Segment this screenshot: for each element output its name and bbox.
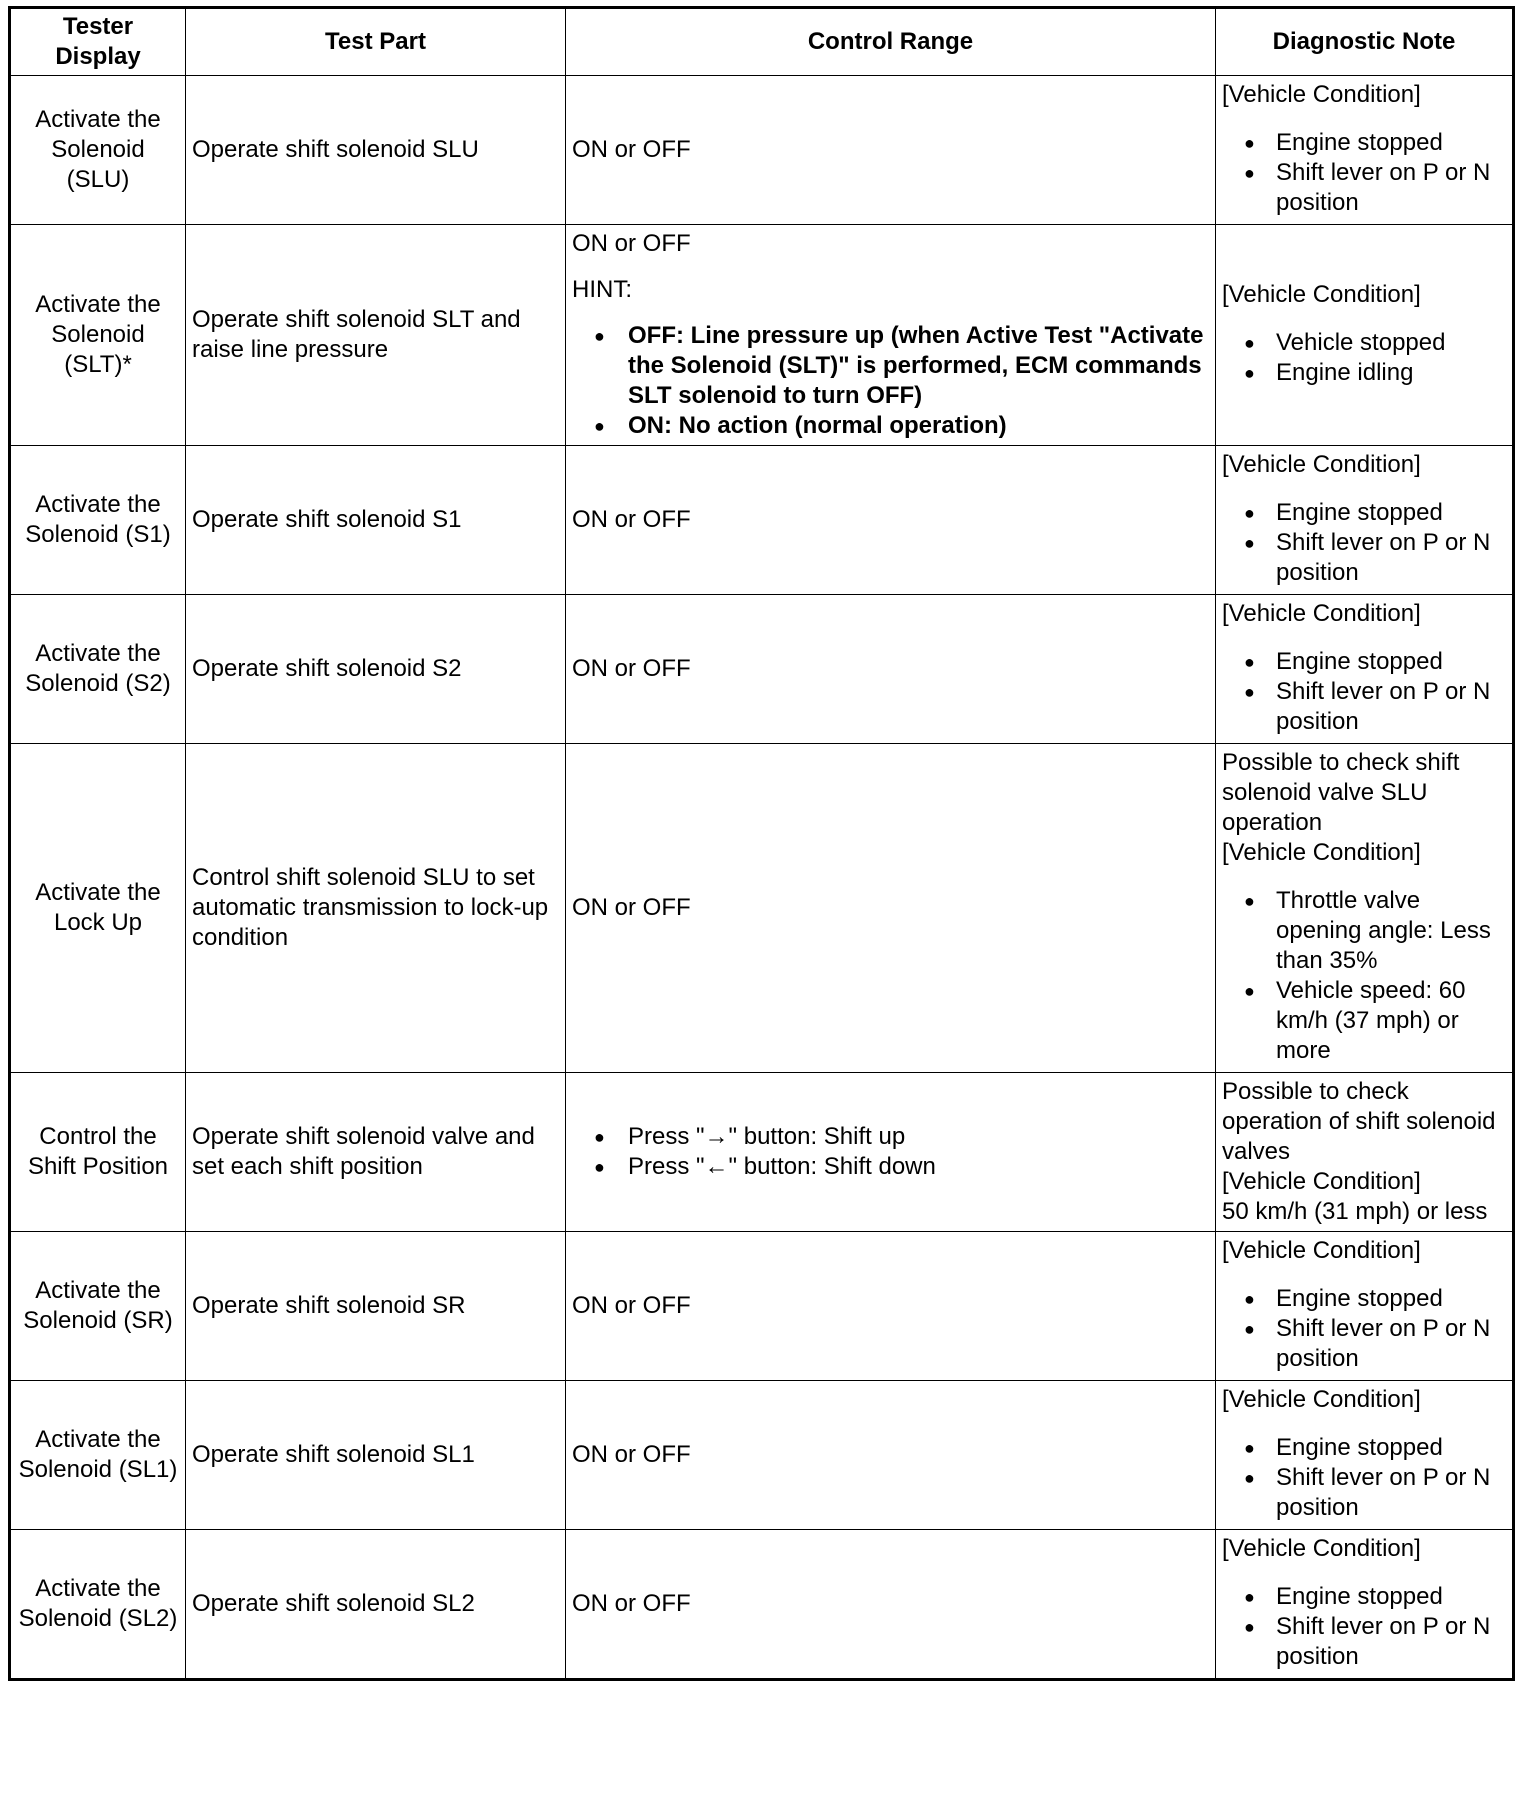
active-test-sheet [8,6,1515,1681]
range-text: ON or OFF [572,894,691,921]
table-body [10,76,1514,1680]
vehicle-condition-label: [Vehicle Condition] [1222,281,1421,308]
note-bullet-list [1222,886,1506,1066]
test-part-cell: Operate shift solenoid SLT and raise line pressure [186,225,566,446]
table-row [10,446,1514,595]
range-text: ON or OFF [572,1590,691,1617]
test-part-cell: Operate shift solenoid S1 [186,446,566,595]
test-part-cell: Operate shift solenoid S2 [186,595,566,744]
control-range-cell [566,225,1216,446]
note-bullet-list [1222,128,1506,218]
note-tail: 50 km/h (31 mph) or less [1222,1198,1488,1225]
vehicle-condition-label: [Vehicle Condition] [1222,839,1421,866]
test-part-cell: Operate shift solenoid SR [186,1232,566,1381]
vehicle-condition-label: [Vehicle Condition] [1222,81,1421,108]
diagnostic-note-cell [1216,595,1514,744]
range-bullet: ● Press "→" button: Shift up [572,1122,1209,1152]
diagnostic-note-cell [1216,1232,1514,1381]
note-bullet: ● Shift lever on P or N position [1222,677,1506,737]
note-bullet: ● Vehicle stopped [1222,328,1506,358]
note-bullet-list [1222,328,1506,388]
active-test-table [8,6,1515,1681]
note-bullet-list [1222,1433,1506,1523]
test-part-cell: Operate shift solenoid valve and set each shift position [186,1073,566,1232]
vehicle-condition-label: [Vehicle Condition] [1222,1386,1421,1413]
range-text: ON or OFF [572,1292,691,1319]
note-bullet: ● Throttle valve opening angle: Less than 35% [1222,886,1506,976]
note-text: Possible to check shift solenoid valve SLU operation [1222,749,1460,836]
table-row [10,1530,1514,1680]
note-bullet: ● Shift lever on P or N position [1222,158,1506,218]
tester-display-cell: Activate the Solenoid (SLT)* [10,225,186,446]
note-bullet: ● Shift lever on P or N position [1222,1314,1506,1374]
control-range-cell [566,1232,1216,1381]
range-text: ON or OFF [572,136,691,163]
note-bullet: ● Engine idling [1222,358,1506,388]
note-bullet-list [1222,647,1506,737]
note-bullet-list [1222,1284,1506,1374]
note-bullet: ● Engine stopped [1222,128,1506,158]
diagnostic-note-cell [1216,1530,1514,1680]
tester-display-cell: Activate the Solenoid (S2) [10,595,186,744]
diagnostic-note-cell [1216,1073,1514,1232]
note-bullet: ● Engine stopped [1222,498,1506,528]
tester-display-cell: Control the Shift Position [10,1073,186,1232]
range-bullet-list [572,321,1209,441]
note-bullet: ● Engine stopped [1222,1582,1506,1612]
note-bullet: ● Shift lever on P or N position [1222,528,1506,588]
diagnostic-note-cell [1216,744,1514,1073]
note-bullet-list [1222,1582,1506,1672]
vehicle-condition-label: [Vehicle Condition] [1222,1168,1421,1195]
tester-display-cell: Activate the Lock Up [10,744,186,1073]
header-test-part: Test Part [186,8,566,76]
diagnostic-note-cell [1216,225,1514,446]
header-control-range: Control Range [566,8,1216,76]
control-range-cell [566,76,1216,225]
diagnostic-note-cell [1216,1381,1514,1530]
diagnostic-note-cell [1216,76,1514,225]
control-range-cell [566,595,1216,744]
range-bullet: ● ON: No action (normal operation) [572,411,1209,441]
note-text: Possible to check operation of shift solenoid valves [1222,1078,1496,1165]
diagnostic-note-cell [1216,446,1514,595]
control-range-cell [566,744,1216,1073]
table-row [10,595,1514,744]
table-row [10,76,1514,225]
control-range-cell [566,1381,1216,1530]
test-part-cell: Operate shift solenoid SL2 [186,1530,566,1680]
header-diagnostic-note: Diagnostic Note [1216,8,1514,76]
control-range-cell [566,1073,1216,1232]
range-bullet: ● Press "←" button: Shift down [572,1152,1209,1182]
range-text: ON or OFF [572,230,691,257]
control-range-cell [566,446,1216,595]
note-bullet: ● Vehicle speed: 60 km/h (37 mph) or more [1222,976,1506,1066]
table-row [10,1232,1514,1381]
tester-display-cell: Activate the Solenoid (SL2) [10,1530,186,1680]
note-bullet: ● Engine stopped [1222,647,1506,677]
test-part-cell: Operate shift solenoid SL1 [186,1381,566,1530]
range-text: ON or OFF [572,655,691,682]
tester-display-cell: Activate the Solenoid (SLU) [10,76,186,225]
range-bullet-list [572,1122,1209,1182]
table-row [10,744,1514,1073]
note-bullet: ● Shift lever on P or N position [1222,1463,1506,1523]
test-part-cell: Control shift solenoid SLU to set automatic transmission to lock-up condition [186,744,566,1073]
range-bullet: ● OFF: Line pressure up (when Active Test "Activate the Solenoid (SLT)" is performed, ECM commands SLT solenoid to turn OFF) [572,321,1209,411]
hint-label: HINT: [572,276,632,303]
vehicle-condition-label: [Vehicle Condition] [1222,1237,1421,1264]
range-text: ON or OFF [572,506,691,533]
tester-display-cell: Activate the Solenoid (SR) [10,1232,186,1381]
tester-display-cell: Activate the Solenoid (SL1) [10,1381,186,1530]
note-bullet: ● Shift lever on P or N position [1222,1612,1506,1672]
vehicle-condition-label: [Vehicle Condition] [1222,451,1421,478]
range-text: ON or OFF [572,1441,691,1468]
vehicle-condition-label: [Vehicle Condition] [1222,600,1421,627]
table-row [10,1381,1514,1530]
table-row [10,225,1514,446]
vehicle-condition-label: [Vehicle Condition] [1222,1535,1421,1562]
note-bullet: ● Engine stopped [1222,1433,1506,1463]
tester-display-cell: Activate the Solenoid (S1) [10,446,186,595]
table-row [10,1073,1514,1232]
control-range-cell [566,1530,1216,1680]
test-part-cell: Operate shift solenoid SLU [186,76,566,225]
note-bullet: ● Engine stopped [1222,1284,1506,1314]
table-header-row [10,8,1514,76]
note-bullet-list [1222,498,1506,588]
header-tester-display: Tester Display [10,8,186,76]
